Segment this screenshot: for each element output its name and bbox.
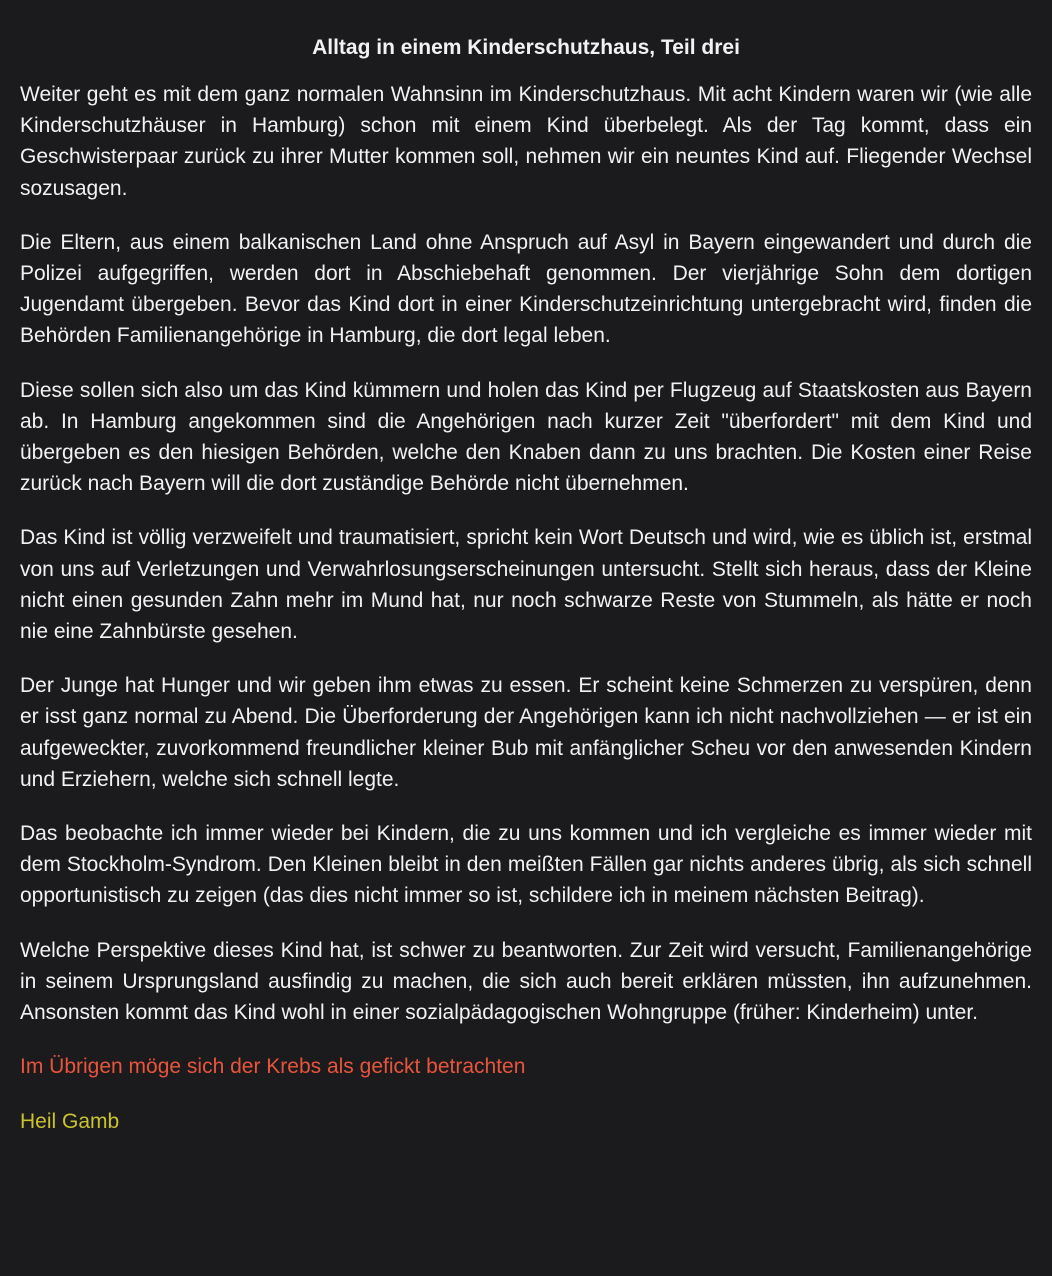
paragraph-4: Das Kind ist völlig verzweifelt und traumatisiert, spricht kein Wort Deutsch und wird, wie es üblich ist, erstmal von uns auf Verletzungen und Verwahrlosungserscheinungen untersucht. Stellt sich heraus, dass der Kleine nicht einen gesunden Zahn mehr im Mund hat, nur noch schwarze Reste von Stummeln, als hätte er noch nie eine Zahnbürste gesehen. (20, 526, 1032, 644)
paragraph-3: Diese sollen sich also um das Kind kümmern und holen das Kind per Flugzeug auf Staatskosten aus Bayern ab. In Hamburg angekommen sind die Angehörigen nach kurzer Zeit "überfordert" mit dem Kind und übergeben es den hiesigen Behörden, welche den Knaben dann zu uns brachten. Die Kosten einer Reise zurück nach Bayern will die dort zuständige Behörde nicht übernehmen. (20, 378, 1032, 496)
paragraph-1: Weiter geht es mit dem ganz normalen Wahnsinn im Kinderschutzhaus. Mit acht Kindern waren wir (wie alle Kinderschutzhäuser in Hamburg) schon mit einem Kind überbelegt. Als der Tag kommt, dass ein Geschwisterpaar zurück zu ihrer Mutter kommen soll, nehmen wir ein neuntes Kind auf. Fliegender Wechsel sozusagen. (20, 83, 1032, 200)
closing-yellow-line: Heil Gamb (20, 1110, 120, 1134)
paragraph-2: Die Eltern, aus einem balkanischen Land ohne Anspruch auf Asyl in Bayern eingewandert und durch die Polizei aufgegriffen, werden dort in Abschiebehaft genommen. Der vierjährige Sohn dem dortigen Jugendamt übergeben. Bevor das Kind dort in einer Kinderschutzeinrichtung untergebracht wird, finden die Behörden Familienangehörige in Hamburg, die dort legal leben. (20, 230, 1032, 348)
paragraph-5: Der Junge hat Hunger und wir geben ihm etwas zu essen. Er scheint keine Schmerzen zu verspüren, denn er isst ganz normal zu Abend. Die Überforderung der Angehörigen kann ich nicht nachvollziehen — er ist ein aufgeweckter, zuvorkommend freundlicher kleiner Bub mit anfänglicher Scheu vor den anwesenden Kindern und Erziehern, welche sich schnell legte. (20, 674, 1032, 791)
article-title: Alltag in einem Kinderschutzhaus, Teil drei (312, 36, 740, 59)
paragraph-7: Welche Perspektive dieses Kind hat, ist schwer zu beantworten. Zur Zeit wird versucht, Familienangehörige in seinem Ursprungsland ausfindig zu machen, die sich auch bereit erklären müssten, ihn aufzunehmen. Ansonsten kommt das Kind wohl in einer sozialpädagogischen Wohngruppe (früher: Kinderheim) unter. (20, 938, 1032, 1025)
closing-red-line: Im Übrigen möge sich der Krebs als gefickt betrachten (20, 1055, 526, 1079)
paragraph-6: Das beobachte ich immer wieder bei Kindern, die zu uns kommen und ich vergleiche es immer wieder mit dem Stockholm-Syndrom. Den Kleinen bleibt in den meißten Fällen gar nichts anderes übrig, als sich schnell opportunistisch zu zeigen (das dies nicht immer so ist, schildere ich in meinem nächsten Beitrag). (20, 822, 1032, 908)
